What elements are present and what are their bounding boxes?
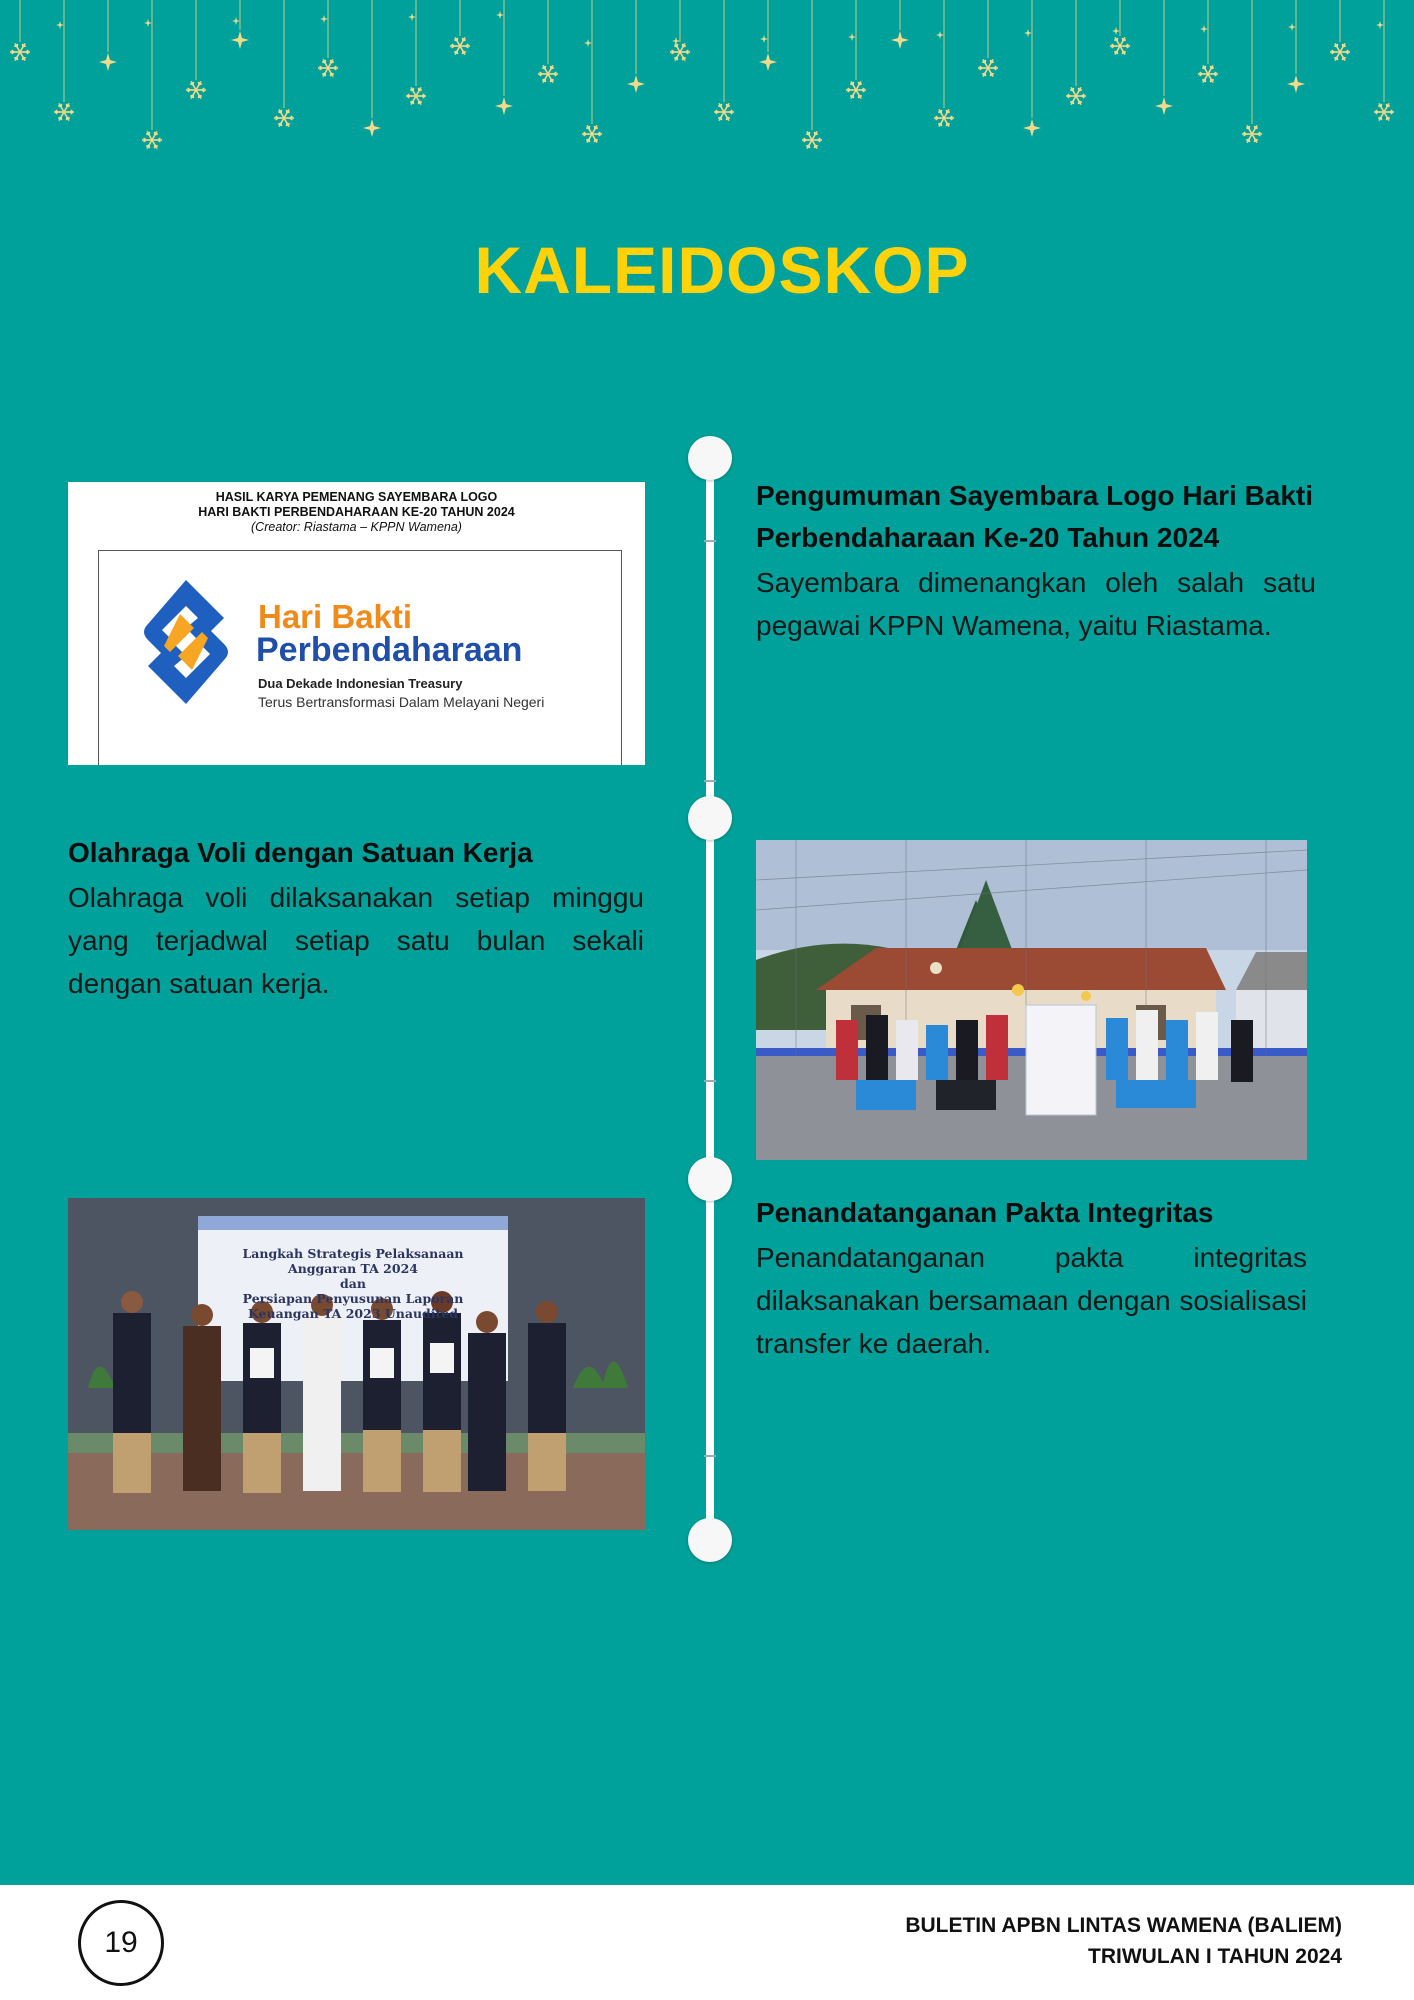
sparkle-icon xyxy=(320,15,328,23)
chain-link-logo-icon xyxy=(136,574,236,710)
snowflake-icon xyxy=(582,125,602,142)
entry1-title-line1: Pengumuman Sayembara Logo Hari Bakti xyxy=(756,480,1314,511)
timeline-dot xyxy=(688,1518,732,1562)
banner-line3: dan xyxy=(340,1276,366,1291)
timeline-tick xyxy=(704,540,716,542)
timeline-tick xyxy=(704,780,716,782)
logo-text-perbendaharaan: Perbendaharaan xyxy=(256,631,523,669)
volleyball-group-photo xyxy=(756,840,1307,1160)
timeline-dot xyxy=(688,1157,732,1201)
timeline-dot xyxy=(688,796,732,840)
logo-image-header-line3: (Creator: Riastama – KPPN Wamena) xyxy=(251,520,462,534)
snowflake-icon xyxy=(1110,37,1130,54)
footer-line2: TRIWULAN I TAHUN 2024 xyxy=(1088,1945,1342,1968)
snowflake-icon xyxy=(978,59,998,76)
sparkle-icon xyxy=(1376,21,1384,29)
entry1-title xyxy=(756,475,1356,559)
snowflake-icon xyxy=(538,65,558,82)
sparkle-icon xyxy=(848,33,856,41)
sparkle-icon xyxy=(627,75,645,93)
sparkle-icon xyxy=(1287,75,1305,93)
snowflake-icon xyxy=(186,81,206,98)
snowflake-icon xyxy=(802,131,822,148)
sparkle-icon xyxy=(1023,119,1041,137)
snowflake-icon xyxy=(1330,43,1350,60)
snowflake-icon xyxy=(1198,65,1218,82)
logo-text-tagline1: Dua Dekade Indonesian Treasury xyxy=(258,676,463,691)
sparkle-icon xyxy=(1112,27,1120,35)
footer-publication xyxy=(905,1910,1342,1972)
timeline-line xyxy=(706,458,714,1540)
sparkle-icon xyxy=(759,53,777,71)
volleyball-group-photo-icon xyxy=(756,840,1307,1160)
snowflake-icon xyxy=(846,81,866,98)
banner-line2: Anggaran TA 2024 xyxy=(288,1261,418,1276)
entry2-text: Olahraga voli dilaksanakan setiap minggu yang terjadwal setiap satu bulan sekali dengan satuan kerja. xyxy=(68,882,644,999)
logo-text-tagline2: Terus Bertransformasi Dalam Melayani Negeri xyxy=(258,694,545,710)
snowflake-garland-decoration xyxy=(0,0,1414,190)
snowflake-icon xyxy=(1066,87,1086,104)
snowflake-icon xyxy=(1242,125,1262,142)
sparkle-icon xyxy=(936,31,944,39)
logo-image-header-line1: HASIL KARYA PEMENANG SAYEMBARA LOGO xyxy=(215,490,498,504)
snowflake-icon xyxy=(406,87,426,104)
banner-line4: Persiapan Penyusunan Laporan xyxy=(242,1291,464,1306)
sparkle-icon xyxy=(760,35,768,43)
entry2-title: Olahraga Voli dengan Satuan Kerja xyxy=(68,837,533,868)
timeline-tick xyxy=(704,1455,716,1457)
snowflake-icon xyxy=(274,109,294,126)
snowflake-icon xyxy=(934,109,954,126)
snowflake-icon xyxy=(670,43,690,60)
timeline-tick xyxy=(704,1080,716,1082)
page-title: KALEIDOSKOP xyxy=(474,233,970,307)
timeline-dot xyxy=(688,436,732,480)
logo-winner-image xyxy=(68,482,645,765)
snowflake-icon xyxy=(10,43,30,60)
sparkle-icon xyxy=(408,13,416,21)
logo-text-hari-bakti: Hari Bakti xyxy=(258,598,413,635)
footer-line1: BULETIN APBN LINTAS WAMENA (BALIEM) xyxy=(905,1914,1342,1937)
snowflake-icon xyxy=(54,103,74,120)
entry1-text: Sayembara dimenangkan oleh salah satu pegawai KPPN Wamena, yaitu Riastama. xyxy=(756,567,1316,641)
sparkle-icon xyxy=(56,21,64,29)
sparkle-icon xyxy=(891,31,909,49)
sparkle-icon xyxy=(363,119,381,137)
sparkle-icon xyxy=(1288,23,1296,31)
sparkle-icon xyxy=(232,17,240,25)
banner-line5: Keuangan TA 2023 Unaudited xyxy=(247,1306,459,1321)
sparkle-icon xyxy=(495,97,513,115)
sparkle-icon xyxy=(1155,97,1173,115)
snowflake-icon xyxy=(318,59,338,76)
banner-line1: Langkah Strategis Pelaksanaan xyxy=(242,1246,464,1261)
snowflake-icon xyxy=(714,103,734,120)
entry1-title-line2: Perbendaharaan Ke-20 Tahun 2024 xyxy=(756,522,1220,553)
entry3-title: Penandatanganan Pakta Integritas xyxy=(756,1197,1214,1228)
sparkle-icon xyxy=(496,11,504,19)
snowflake-icon xyxy=(1374,103,1394,120)
pakta-integritas-photo xyxy=(68,1198,645,1530)
sparkle-icon xyxy=(1024,29,1032,37)
snowflake-icon xyxy=(142,131,162,148)
page-number: 19 xyxy=(78,1900,164,1986)
sparkle-icon xyxy=(99,53,117,71)
sparkle-icon xyxy=(1200,25,1208,33)
entry3-text: Penandatanganan pakta integritas dilaksanakan bersamaan dengan sosialisasi transfer ke daerah. xyxy=(756,1242,1307,1359)
sparkle-icon xyxy=(584,39,592,47)
logo-image-header-line2: HARI BAKTI PERBENDAHARAAN KE-20 TAHUN 2024 xyxy=(198,505,515,519)
signing-banner-text xyxy=(198,1246,508,1321)
snowflake-icon xyxy=(450,37,470,54)
sparkle-icon xyxy=(231,31,249,49)
sparkle-icon xyxy=(144,19,152,27)
sparkle-icon xyxy=(672,37,680,45)
